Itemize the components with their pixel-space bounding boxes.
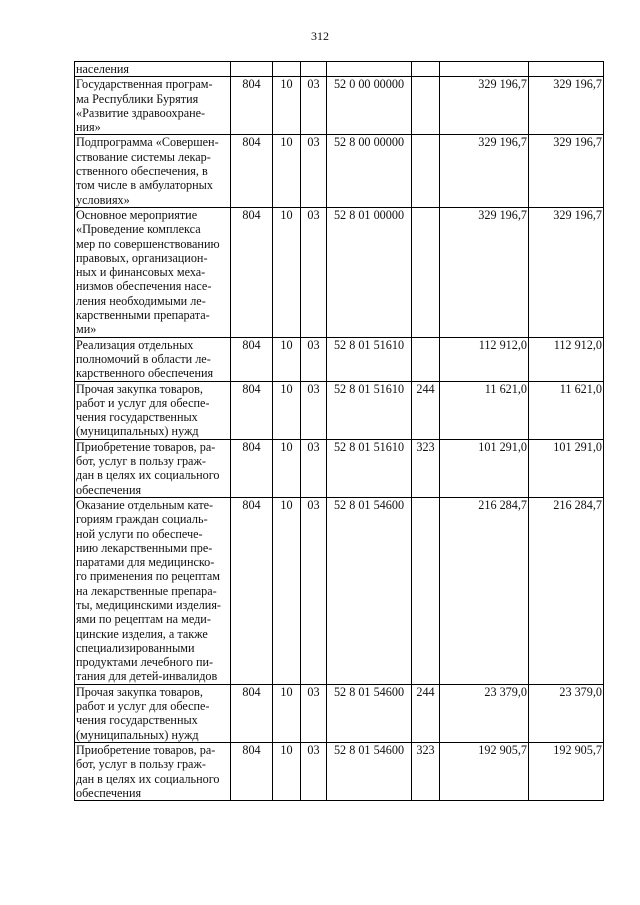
target-article-cell: 52 8 01 54600 <box>327 497 412 684</box>
amount-cell: 329 196,7 <box>440 207 529 337</box>
table-row <box>75 135 604 207</box>
item-name-line: тания для детей-инвалидов <box>76 669 218 684</box>
item-name-line: цинские изделия, а также <box>76 626 208 641</box>
item-name-cell <box>75 381 231 439</box>
ministry-code-cell: 804 <box>231 684 273 742</box>
item-name-line: работ и услуг для обеспе- <box>76 395 210 410</box>
item-name-line: ной услуги по обеспече- <box>76 526 203 541</box>
item-name-line: нию лекарственными пре- <box>76 540 213 555</box>
item-name-line: мер по совершенствованию <box>76 236 220 251</box>
item-name-cell <box>75 497 231 684</box>
section-code-cell: 10 <box>273 684 301 742</box>
amount-cell <box>529 62 604 77</box>
ministry-code-cell: 804 <box>231 497 273 684</box>
item-name-cell <box>75 62 231 77</box>
target-article-cell: 52 8 01 51610 <box>327 439 412 497</box>
item-name-cell <box>75 77 231 135</box>
item-name-line: ления необходимыми ле- <box>76 293 206 308</box>
item-name-line: (муниципальных) нужд <box>76 727 199 742</box>
item-name-line: карственного обеспечения <box>76 366 214 381</box>
item-name-cell <box>75 439 231 497</box>
expense-type-cell <box>412 207 440 337</box>
section-code-cell: 10 <box>273 742 301 800</box>
table-row <box>75 742 604 800</box>
item-name-line: Оказание отдельным кате- <box>76 497 214 512</box>
item-name-cell <box>75 684 231 742</box>
ministry-code-cell: 804 <box>231 77 273 135</box>
item-name-line: том числе в амбулаторных <box>76 178 213 193</box>
subsection-code-cell: 03 <box>301 135 327 207</box>
item-name-line: (муниципальных) нужд <box>76 424 199 439</box>
section-code-cell: 10 <box>273 497 301 684</box>
expense-type-cell <box>412 62 440 77</box>
item-name-line: Основное мероприятие <box>76 207 198 222</box>
item-name-line: бот, услуг в пользу граж- <box>76 454 206 469</box>
item-name-cell <box>75 337 231 381</box>
item-name-line: Подпрограмма «Совершен- <box>76 135 219 150</box>
subsection-code-cell: 03 <box>301 742 327 800</box>
item-name-line: дан в целях их социального <box>76 468 220 483</box>
ministry-code-cell <box>231 62 273 77</box>
item-name-line: полномочий в области ле- <box>76 351 211 366</box>
item-name-line: обеспечения <box>76 482 142 497</box>
item-name-line: ственного обеспечения, в <box>76 164 208 179</box>
amount-cell: 216 284,7 <box>529 497 604 684</box>
item-name-line: продуктами лечебного пи- <box>76 655 214 670</box>
item-name-line: низмов обеспечения насе- <box>76 279 212 294</box>
section-code-cell: 10 <box>273 77 301 135</box>
subsection-code-cell: 03 <box>301 684 327 742</box>
section-code-cell: 10 <box>273 439 301 497</box>
section-code-cell <box>273 62 301 77</box>
item-name-line: карственными препарата- <box>76 308 210 323</box>
item-name-line: чения государственных <box>76 410 198 425</box>
budget-table <box>74 61 604 801</box>
expense-type-cell <box>412 135 440 207</box>
item-name-line: ми» <box>76 322 97 337</box>
budget-table-body <box>75 62 604 801</box>
ministry-code-cell: 804 <box>231 439 273 497</box>
item-name-line: дан в целях их социального <box>76 771 220 786</box>
item-name-line: Приобретение товаров, ра- <box>76 439 216 454</box>
subsection-code-cell: 03 <box>301 207 327 337</box>
expense-type-cell <box>412 337 440 381</box>
item-name-cell <box>75 742 231 800</box>
item-name-line: правовых, организацион- <box>76 250 208 265</box>
section-code-cell: 10 <box>273 337 301 381</box>
ministry-code-cell: 804 <box>231 135 273 207</box>
subsection-code-cell: 03 <box>301 337 327 381</box>
target-article-cell: 52 8 00 00000 <box>327 135 412 207</box>
amount-cell: 11 621,0 <box>529 381 604 439</box>
amount-cell: 11 621,0 <box>440 381 529 439</box>
expense-type-cell: 323 <box>412 439 440 497</box>
subsection-code-cell: 03 <box>301 497 327 684</box>
ministry-code-cell: 804 <box>231 381 273 439</box>
target-article-cell: 52 8 01 54600 <box>327 742 412 800</box>
amount-cell: 329 196,7 <box>440 135 529 207</box>
item-name-line: специализированными <box>76 640 195 655</box>
ministry-code-cell: 804 <box>231 337 273 381</box>
subsection-code-cell: 03 <box>301 439 327 497</box>
item-name-line: «Развитие здравоохране- <box>76 105 206 120</box>
subsection-code-cell: 03 <box>301 77 327 135</box>
table-row <box>75 439 604 497</box>
target-article-cell: 52 8 01 54600 <box>327 684 412 742</box>
expense-type-cell <box>412 77 440 135</box>
item-name-line: Реализация отдельных <box>76 337 194 352</box>
amount-cell: 192 905,7 <box>440 742 529 800</box>
item-name-line: Приобретение товаров, ра- <box>76 742 216 757</box>
expense-type-cell: 244 <box>412 381 440 439</box>
table-row <box>75 207 604 337</box>
amount-cell: 23 379,0 <box>440 684 529 742</box>
amount-cell: 329 196,7 <box>440 77 529 135</box>
target-article-cell: 52 8 01 51610 <box>327 381 412 439</box>
item-name-line: ных и финансовых меха- <box>76 265 206 280</box>
amount-cell: 329 196,7 <box>529 207 604 337</box>
item-name-line: гориям граждан социаль- <box>76 512 208 527</box>
amount-cell: 112 912,0 <box>529 337 604 381</box>
item-name-line: ты, медицинскими изделия- <box>76 597 221 612</box>
item-name-line: го применения по рецептам <box>76 569 220 584</box>
expense-type-cell <box>412 497 440 684</box>
amount-cell: 192 905,7 <box>529 742 604 800</box>
item-name-line: ствование системы лекар- <box>76 149 211 164</box>
item-name-line: Прочая закупка товаров, <box>76 381 203 396</box>
item-name-line: ма Республики Бурятия <box>76 91 199 106</box>
item-name-line: условиях» <box>76 192 130 207</box>
table-row <box>75 497 604 684</box>
item-name-line: населения <box>76 62 130 76</box>
table-row <box>75 684 604 742</box>
item-name-line: бот, услуг в пользу граж- <box>76 757 206 772</box>
amount-cell: 101 291,0 <box>440 439 529 497</box>
subsection-code-cell <box>301 62 327 77</box>
amount-cell: 216 284,7 <box>440 497 529 684</box>
item-name-cell <box>75 135 231 207</box>
table-row <box>75 381 604 439</box>
section-code-cell: 10 <box>273 135 301 207</box>
item-name-line: «Проведение комплекса <box>76 222 201 237</box>
item-name-cell <box>75 207 231 337</box>
item-name-line: ния» <box>76 120 101 135</box>
item-name-line: Государственная програм- <box>76 77 213 92</box>
ministry-code-cell: 804 <box>231 207 273 337</box>
target-article-cell: 52 0 00 00000 <box>327 77 412 135</box>
table-row <box>75 62 604 77</box>
amount-cell <box>440 62 529 77</box>
table-row <box>75 337 604 381</box>
item-name-line: Прочая закупка товаров, <box>76 684 203 699</box>
page-number: 312 <box>311 29 329 43</box>
target-article-cell: 52 8 01 51610 <box>327 337 412 381</box>
amount-cell: 112 912,0 <box>440 337 529 381</box>
item-name-line: обеспечения <box>76 785 142 800</box>
table-row <box>75 77 604 135</box>
amount-cell: 329 196,7 <box>529 135 604 207</box>
item-name-line: работ и услуг для обеспе- <box>76 699 210 714</box>
item-name-line: на лекарственные препара- <box>76 583 217 598</box>
section-code-cell: 10 <box>273 381 301 439</box>
expense-type-cell: 244 <box>412 684 440 742</box>
item-name-line: ями по рецептам на меди- <box>76 612 211 627</box>
expense-type-cell: 323 <box>412 742 440 800</box>
target-article-cell: 52 8 01 00000 <box>327 207 412 337</box>
item-name-line: чения государственных <box>76 713 198 728</box>
target-article-cell <box>327 62 412 77</box>
amount-cell: 329 196,7 <box>529 77 604 135</box>
amount-cell: 101 291,0 <box>529 439 604 497</box>
ministry-code-cell: 804 <box>231 742 273 800</box>
item-name-line: паратами для медицинско- <box>76 555 215 570</box>
amount-cell: 23 379,0 <box>529 684 604 742</box>
section-code-cell: 10 <box>273 207 301 337</box>
subsection-code-cell: 03 <box>301 381 327 439</box>
